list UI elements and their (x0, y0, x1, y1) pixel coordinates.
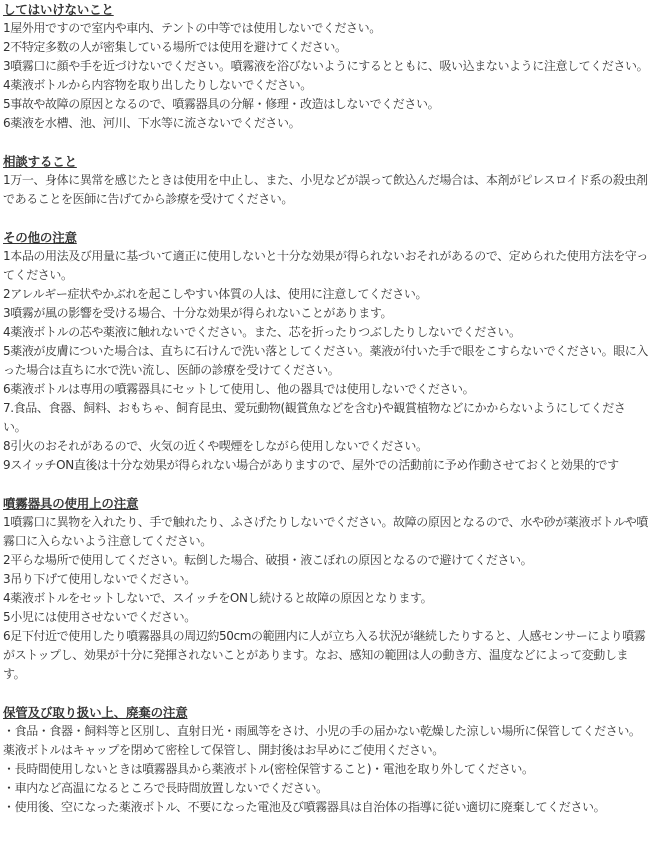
list-item: ・長時間使用しないときは噴霧器具から薬液ボトル(密栓保管すること)・電池を取り外してください。 (3, 762, 534, 776)
list-item: 2不特定多数の人が密集している場所では使用を避けてください。 (3, 40, 347, 54)
list-item: 4薬液ボトルの芯や薬液に触れないでください。また、芯を折ったりつぶしたりしないでください。 (3, 325, 521, 339)
list-item: 5事故や故障の原因となるので、噴霧器具の分解・修理・改造はしないでください。 (3, 97, 440, 111)
list-item: 1屋外用ですので室内や車内、テントの中等では使用しないでください。 (3, 21, 381, 35)
section-heading: その他の注意 (3, 230, 77, 245)
section-heading: 相談すること (3, 154, 77, 169)
section-spacer (3, 684, 650, 703)
list-item: 9スイッチON直後は十分な効果が得られない場合がありますので、屋外での活動前に予め作動させておくと効果的です (3, 458, 619, 472)
list-item: 7.食品、食器、飼料、おもちゃ、飼育昆虫、愛玩動物(観賞魚などを含む)や観賞植物などにかからないようにしてください。 (3, 401, 626, 434)
section-other-notes (3, 228, 650, 475)
section-spacer (3, 209, 650, 228)
section-device-usage (3, 494, 650, 684)
list-item: 3噴霧口に顔や手を近づけないでください。噴霧液を浴びないようにするとともに、吸い込まないように注意してください。 (3, 59, 649, 73)
list-item: 4薬液ボトルから内容物を取り出したりしないでください。 (3, 78, 312, 92)
list-item: 6足下付近で使用したり噴霧器具の周辺約50cmの範囲内に人が立ち入る状況が継続したりすると、人感センサーにより噴霧がストップし、効果が十分に発揮されないことがあります。なお、感知の範囲は人の動き方、温度などによって変動します。 (3, 629, 646, 681)
section-storage-disposal (3, 703, 650, 817)
list-item: ・使用後、空になった薬液ボトル、不要になった電池及び噴霧器具は自治体の指導に従い適切に廃棄してください。 (3, 800, 606, 814)
list-item: 3噴霧が風の影響を受ける場合、十分な効果が得られないことがあります。 (3, 306, 393, 320)
section-spacer (3, 475, 650, 494)
list-item: 5小児には使用させないでください。 (3, 610, 196, 624)
section-spacer (3, 133, 650, 152)
section-prohibited (3, 0, 650, 133)
list-item: 4薬液ボトルをセットしないで、スイッチをONし続けると故障の原因となります。 (3, 591, 433, 605)
list-item: 8引火のおそれがあるので、火気の近くや喫煙をしながら使用しないでください。 (3, 439, 428, 453)
list-item: ・車内など高温になるところで長時間放置しないでください。 (3, 781, 328, 795)
list-item: 1万一、身体に異常を感じたときは使用を中止し、また、小児などが誤って飲込んだ場合は、本剤がピレスロイド系の殺虫剤であることを医師に告げてから診療を受けてください。 (3, 173, 648, 206)
list-item: 2平らな場所で使用してください。転倒した場合、破損・液こぼれの原因となるので避けてください。 (3, 553, 533, 567)
list-item: 1噴霧口に異物を入れたり、手で触れたり、ふさげたりしないでください。故障の原因となるので、水や砂が薬液ボトルや噴霧口に入らないよう注意してください。 (3, 515, 649, 548)
list-item: 1本品の用法及び用量に基づいて適正に使用しないと十分な効果が得られないおそれがあるので、定められた使用方法を守ってください。 (3, 249, 649, 282)
section-heading: してはいけないこと (3, 2, 114, 17)
list-item: 5薬液が皮膚についた場合は、直ちに石けんで洗い落としてください。薬液が付いた手で眼をこすらないでください。眼に入った場合は直ちに水で洗い流し、医師の診療を受けてください。 (3, 344, 649, 377)
list-item: ・食品・食器・飼料等と区別し、直射日光・雨風等をさけ、小児の手の届かない乾燥した涼しい場所に保管してください。薬液ボトルはキャップを閉めて密栓して保管し、開封後はお早めにご使用ください。 (3, 724, 641, 757)
list-item: 3吊り下げて使用しないでください。 (3, 572, 196, 586)
section-heading: 保管及び取り扱い上、廃棄の注意 (3, 705, 188, 720)
section-heading: 噴霧器具の使用上の注意 (3, 496, 139, 511)
list-item: 2アレルギー症状やかぶれを起こしやすい体質の人は、使用に注意してください。 (3, 287, 428, 301)
list-item: 6薬液を水槽、池、河川、下水等に流さないでください。 (3, 116, 301, 130)
list-item: 6薬液ボトルは専用の噴霧器具にセットして使用し、他の器具では使用しないでください。 (3, 382, 475, 396)
section-consult (3, 152, 650, 209)
